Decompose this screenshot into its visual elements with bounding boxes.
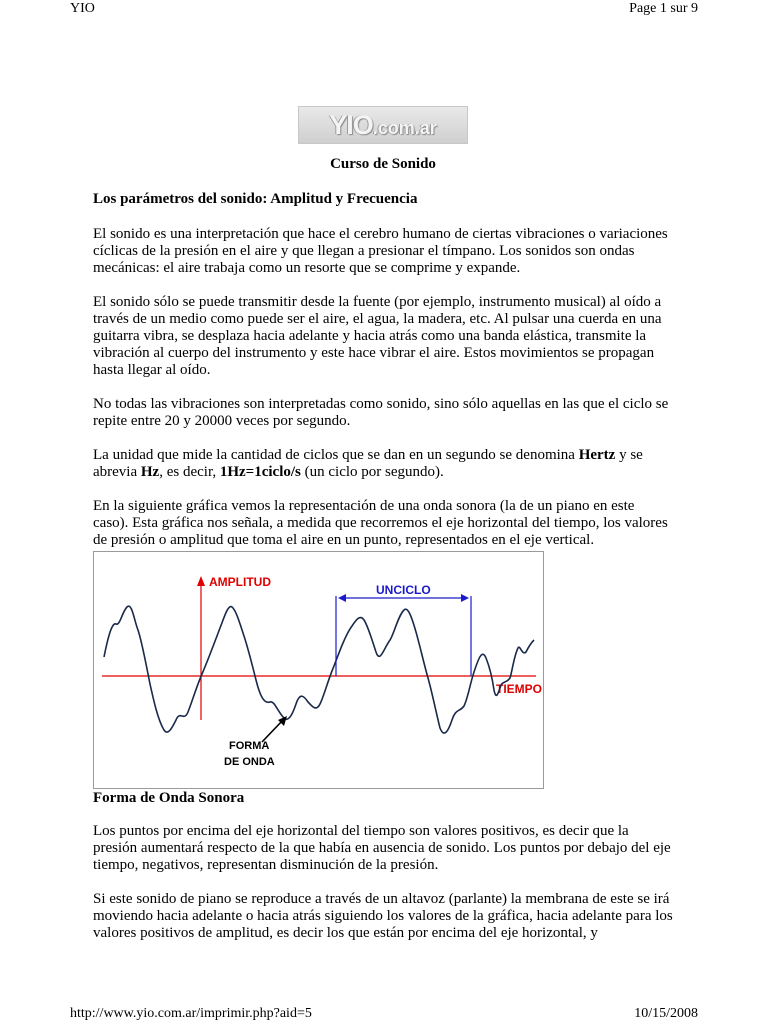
document-title: Curso de Sonido: [330, 156, 436, 172]
figure-caption: Forma de Onda Sonora: [93, 790, 245, 806]
paragraph-4: La unidad que mide la cantidad de ciclos que se dan en un segundo se denomina Hertz y se abrevia Hz, es decir, 1Hz=1ciclo/s (un ciclo por segundo).: [93, 447, 643, 480]
paragraph-6: Los puntos por encima del eje horizontal del tiempo son valores positivos, es decir que la presión aumentará respecto de la que había en ausencia de sonido. Los puntos por debajo del eje tiempo, negativos, representan disminución de la presión.: [93, 823, 671, 873]
paragraph-1: El sonido es una interpretación que hace el cerebro humano de ciertas vibraciones o variaciones cíclicas de la presión en el aire y que llegan a presionar el tímpano. Los sonidos son ondas mecánicas: el aire trabaja como un resorte que se comprime y expande.: [93, 226, 668, 276]
document-body: [93, 156, 673, 566]
paragraph-3: No todas las vibraciones son interpretadas como sonido, sino sólo aquellas en las que el ciclo se repite entre 20 y 20000 veces por segundo.: [93, 396, 669, 429]
wave-form-label-2: DE ONDA: [224, 756, 275, 768]
paragraph-7: Si este sonido de piano se reproduce a través de un altavoz (parlante) la membrana de este se irá moviendo hacia adelante o hacia atrás siguiendo los valores de la gráfica, hacia adelante para los valores positivos de amplitud, es decir los que están por encima del eje horizontal, y: [93, 891, 673, 941]
paragraph-2: El sonido sólo se puede transmitir desde la fuente (por ejemplo, instrumento musical) al oído a través de un medio como puede ser el aire, el agua, la madera, etc. Al pulsar una cuerda en una guitarra vibra, se desplaza hacia adelante y hacia atrás como una banda elástica, transmite la vibración al cuerpo del instrumento y este hace vibrar el aire. Estos movimientos se propagan hasta llegar al oído.: [93, 294, 662, 378]
waveform-line: [104, 606, 534, 733]
footer-url: http://www.yio.com.ar/imprimir.php?aid=5: [70, 1006, 312, 1021]
waveform-figure: [93, 551, 544, 789]
header-site-name: YIO: [70, 1, 95, 16]
yio-logo: [298, 106, 468, 144]
cycle-left-arrow-icon: [338, 594, 346, 602]
document-body-continued: [93, 823, 673, 959]
logo-text: YIO.com.ar: [329, 109, 437, 140]
time-label: TIEMPO: [496, 682, 543, 696]
footer-date: 10/15/2008: [634, 1006, 698, 1021]
amplitude-label: AMPLITUD: [209, 575, 271, 589]
cycle-label: UNCICLO: [376, 583, 431, 597]
paragraph-5: En la siguiente gráfica vemos la representación de una onda sonora (la de un piano en este caso). Esta gráfica nos señala, a medida que recorremos el eje horizontal del tiempo, los valores de presión o amplitud que toma el aire en un punto, representados en el eje vertical.: [93, 498, 668, 548]
section-subtitle: Los parámetros del sonido: Amplitud y Frecuencia: [93, 191, 418, 207]
waveform-graph: [94, 552, 543, 788]
wave-pointer-line: [262, 720, 283, 742]
cycle-right-arrow-icon: [461, 594, 469, 602]
header-page-number: Page 1 sur 9: [629, 1, 698, 16]
amplitude-arrow-icon: [197, 576, 205, 586]
wave-form-label-1: FORMA: [229, 740, 270, 752]
